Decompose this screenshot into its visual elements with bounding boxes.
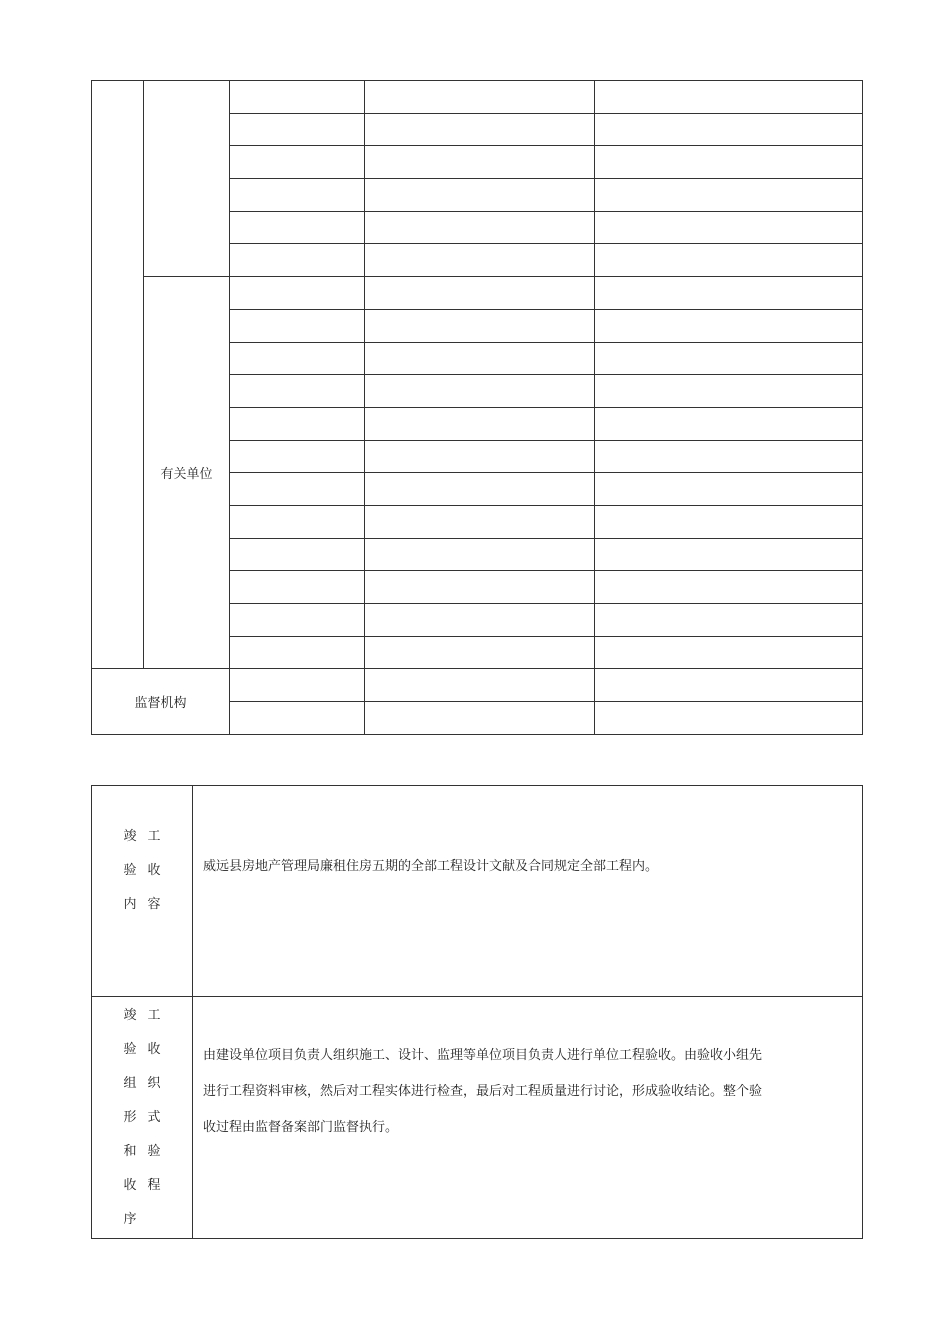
related-units-label: 有关单位 <box>144 277 230 669</box>
empty-cell <box>365 636 595 669</box>
empty-cell <box>230 604 365 637</box>
empty-cell <box>365 342 595 375</box>
empty-cell <box>230 440 365 473</box>
empty-cell <box>365 702 595 735</box>
empty-cell <box>230 636 365 669</box>
empty-cell <box>230 505 365 538</box>
empty-cell <box>365 277 595 310</box>
empty-cell <box>365 244 595 277</box>
empty-cell <box>230 473 365 506</box>
empty-cell <box>595 309 863 342</box>
empty-cell <box>595 473 863 506</box>
empty-cell <box>230 407 365 440</box>
empty-cell <box>595 440 863 473</box>
table-row <box>92 669 863 702</box>
empty-cell <box>595 669 863 702</box>
empty-cell <box>230 277 365 310</box>
empty-cell <box>365 604 595 637</box>
empty-cell <box>230 342 365 375</box>
empty-cell <box>365 473 595 506</box>
empty-cell <box>365 505 595 538</box>
acceptance-content-label: 竣 工 验 收 内 容 <box>92 786 193 997</box>
empty-cell <box>365 146 595 179</box>
empty-cell <box>595 146 863 179</box>
empty-cell <box>365 407 595 440</box>
empty-cell <box>595 375 863 408</box>
empty-cell <box>230 81 365 114</box>
empty-cell <box>365 538 595 571</box>
empty-cell <box>595 277 863 310</box>
empty-cell <box>365 81 595 114</box>
empty-cell <box>365 375 595 408</box>
empty-cell <box>365 440 595 473</box>
empty-cell <box>230 669 365 702</box>
empty-cell <box>595 81 863 114</box>
empty-cell <box>230 211 365 244</box>
empty-cell <box>595 702 863 735</box>
acceptance-procedure-cell <box>193 997 863 1239</box>
empty-cell <box>230 146 365 179</box>
empty-cell <box>595 342 863 375</box>
empty-cell <box>230 179 365 212</box>
acceptance-content-cell <box>193 786 863 997</box>
empty-cell <box>230 571 365 604</box>
empty-cell <box>595 505 863 538</box>
empty-cell <box>230 375 365 408</box>
acceptance-content-text: 威远县房地产管理局廉租住房五期的全部工程设计文献及合同规定全部工程内。 <box>203 859 659 874</box>
table-row <box>92 277 863 310</box>
empty-cell <box>595 538 863 571</box>
empty-cell <box>230 702 365 735</box>
empty-cell <box>365 211 595 244</box>
empty-cell <box>365 669 595 702</box>
empty-cell <box>230 113 365 146</box>
empty-cell <box>365 309 595 342</box>
empty-cell <box>365 179 595 212</box>
participants-table <box>91 80 863 735</box>
empty-cell <box>230 244 365 277</box>
empty-cell <box>230 309 365 342</box>
acceptance-procedure-label: 竣 工 验 收 组 织 形 式 和 验 收 程 序 <box>92 997 193 1239</box>
empty-cell <box>365 571 595 604</box>
empty-cell <box>230 538 365 571</box>
empty-cell <box>595 407 863 440</box>
empty-cell <box>365 113 595 146</box>
empty-cell <box>595 636 863 669</box>
table-row <box>92 81 863 114</box>
empty-cell <box>595 604 863 637</box>
acceptance-table <box>91 785 863 1239</box>
empty-cell <box>595 244 863 277</box>
empty-cell <box>595 211 863 244</box>
unit-group-cell <box>144 81 230 277</box>
empty-cell <box>595 179 863 212</box>
empty-cell <box>595 571 863 604</box>
acceptance-procedure-text: 由建设单位项目负责人组织施工、设计、监理等单位项目负责人进行单位工程验收。由验收小组先 进行工程资料审核，然后对工程实体进行检查，最后对工程质量进行讨论，形成验收结论。整个验 收过程由监督备案部门监督执行。 <box>203 1048 763 1135</box>
participants-group-cell <box>92 81 144 669</box>
empty-cell <box>595 113 863 146</box>
supervision-org-label: 监督机构 <box>92 669 230 734</box>
